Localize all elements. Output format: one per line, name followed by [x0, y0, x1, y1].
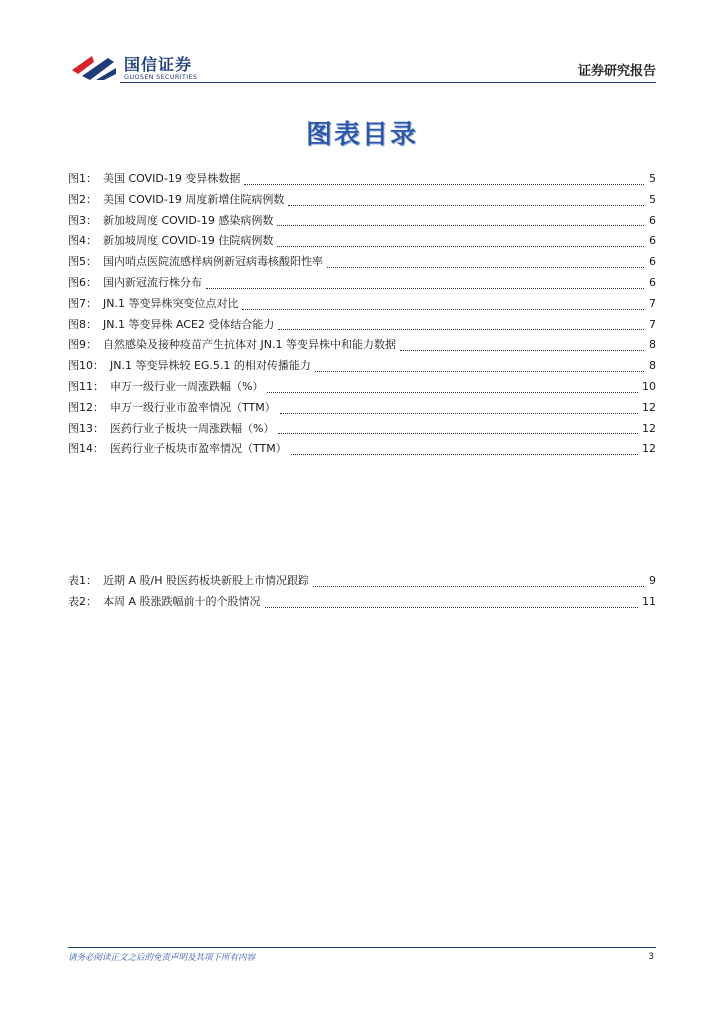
- entry-title: 国内新冠流行株分布: [103, 275, 202, 289]
- entry-page: 12: [642, 421, 656, 435]
- entry-title: 新加坡周度 COVID-19 感染病例数: [103, 213, 274, 227]
- entry-page: 6: [649, 275, 656, 289]
- dot-leader: [327, 266, 644, 268]
- figure-list: [68, 170, 656, 461]
- header-divider: [120, 82, 656, 83]
- dot-leader: [265, 606, 638, 608]
- entry-label: 图4：: [68, 234, 97, 248]
- entry-title: 申万一级行业一周涨跌幅（%）: [110, 379, 264, 393]
- page-title: 图表目录: [305, 120, 418, 150]
- toc-entry[interactable]: [68, 170, 656, 191]
- entry-page: 6: [649, 213, 656, 227]
- entry-page: 9: [649, 574, 656, 587]
- toc-entry[interactable]: [68, 357, 656, 378]
- entry-label: 图13：: [68, 421, 104, 435]
- toc-entry[interactable]: [68, 420, 656, 441]
- entry-page: 6: [649, 234, 656, 248]
- dot-leader: [277, 224, 644, 226]
- logo-name-cn: 国信证券: [124, 55, 193, 74]
- entry-page: 11: [642, 594, 656, 608]
- entry-label: 图8：: [68, 317, 97, 331]
- entry-title: 美国 COVID-19 周度新增住院病例数: [103, 192, 285, 206]
- dot-leader: [278, 328, 644, 330]
- entry-label: 图11：: [68, 379, 104, 393]
- toc-entry[interactable]: [68, 232, 656, 253]
- entry-title: JN.1 等变异株较 EG.5.1 的相对传播能力: [110, 359, 311, 373]
- toc-entry[interactable]: [68, 399, 656, 420]
- entry-label: 图6：: [68, 275, 97, 289]
- entry-title: JN.1 等变异株 ACE2 受体结合能力: [103, 317, 275, 331]
- entry-page: 6: [649, 255, 656, 269]
- entry-title: 美国 COVID-19 变异株数据: [103, 172, 241, 185]
- page-number: 3: [648, 952, 654, 962]
- entry-page: 10: [642, 379, 656, 393]
- toc-entry[interactable]: [68, 440, 656, 461]
- dot-leader: [278, 432, 638, 434]
- entry-label: 图1：: [68, 172, 97, 185]
- toc-entry[interactable]: [68, 572, 656, 593]
- entry-label: 图7：: [68, 296, 97, 310]
- entry-page: 8: [649, 359, 656, 373]
- entry-label: 图2：: [68, 192, 97, 206]
- entry-page: 12: [642, 442, 656, 456]
- toc-entry[interactable]: [68, 274, 656, 295]
- entry-page: 12: [642, 400, 656, 414]
- dot-leader: [400, 349, 644, 351]
- dot-leader: [244, 183, 644, 185]
- guosen-logo: [70, 50, 210, 84]
- toc-entry[interactable]: [68, 378, 656, 399]
- dot-leader: [291, 453, 638, 455]
- toc-entry[interactable]: [68, 316, 656, 337]
- entry-label: 图10：: [68, 359, 104, 373]
- toc-entry[interactable]: [68, 212, 656, 233]
- entry-label: 表1：: [68, 574, 97, 587]
- disclaimer-note: 请务必阅读正文之后的免责声明及其项下所有内容: [68, 953, 256, 963]
- logo-name-en: GUOSEN SECURITIES: [124, 73, 198, 81]
- report-type-label: 证券研究报告: [577, 64, 656, 79]
- dot-leader: [242, 308, 644, 310]
- dot-leader: [315, 370, 644, 372]
- entry-page: 5: [649, 172, 656, 185]
- entry-label: 图5：: [68, 255, 97, 269]
- entry-title: JN.1 等变异株突变位点对比: [103, 296, 239, 310]
- entry-title: 医药行业子板块市盈率情况（TTM）: [110, 442, 287, 456]
- entry-title: 申万一级行业市盈率情况（TTM）: [110, 400, 276, 414]
- entry-page: 8: [649, 338, 656, 352]
- footer-divider: [68, 947, 656, 948]
- entry-label: 图12：: [68, 400, 104, 414]
- entry-label: 表2：: [68, 594, 97, 608]
- toc-entry[interactable]: [68, 336, 656, 357]
- entry-title: 近期 A 股/H 股医药板块新股上市情况跟踪: [103, 574, 309, 587]
- dot-leader: [288, 204, 644, 206]
- dot-leader: [267, 391, 638, 393]
- toc-entry[interactable]: [68, 253, 656, 274]
- page-header: [0, 0, 724, 90]
- dot-leader: [313, 585, 644, 587]
- entry-title: 本周 A 股涨跌幅前十的个股情况: [103, 594, 261, 608]
- guosen-logo-icon: [70, 52, 118, 82]
- toc-entry[interactable]: [68, 593, 656, 614]
- dot-leader: [277, 245, 644, 247]
- entry-title: 医药行业子板块一周涨跌幅（%）: [110, 421, 275, 435]
- entry-title: 新加坡周度 COVID-19 住院病例数: [103, 234, 274, 248]
- toc-entry[interactable]: [68, 191, 656, 212]
- dot-leader: [206, 287, 644, 289]
- entry-page: 7: [649, 317, 656, 331]
- dot-leader: [280, 412, 638, 414]
- table-list: [68, 572, 656, 614]
- toc-entry[interactable]: [68, 295, 656, 316]
- entry-label: 图14：: [68, 442, 104, 456]
- entry-page: 7: [649, 296, 656, 310]
- entry-label: 图3：: [68, 213, 97, 227]
- entry-label: 图9：: [68, 338, 97, 352]
- entry-title: 国内哨点医院流感样病例新冠病毒核酸阳性率: [103, 255, 323, 269]
- entry-page: 5: [649, 192, 656, 206]
- entry-title: 自然感染及接种疫苗产生抗体对 JN.1 等变异株中和能力数据: [103, 338, 396, 352]
